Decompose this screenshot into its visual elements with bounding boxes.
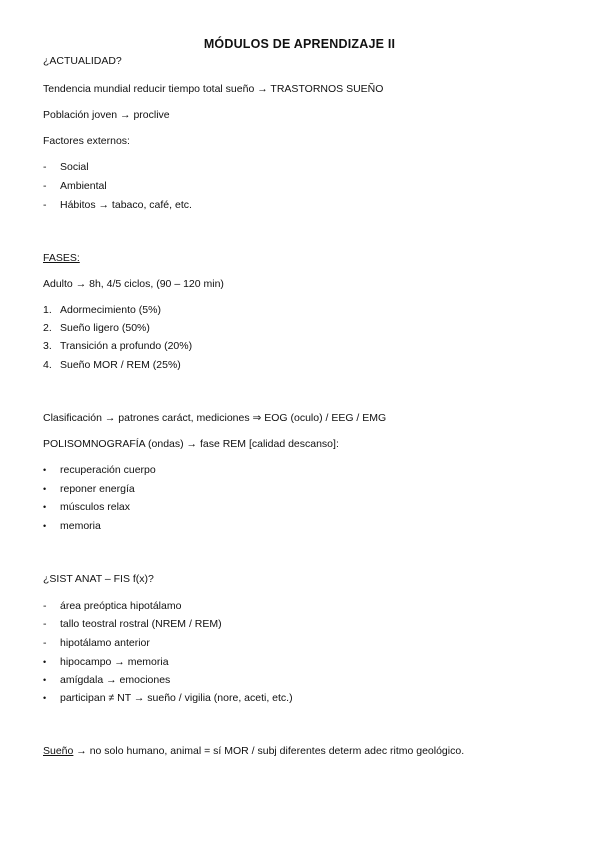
sistanat-text: hipocampo → memoria — [60, 656, 169, 668]
factores-heading: Factores externos: — [43, 135, 130, 147]
fase-text: Transición a profundo (20%) — [60, 340, 193, 352]
bullet-marker: • — [43, 465, 47, 475]
fase-text: Adormecimiento (5%) — [60, 304, 161, 316]
bullet-marker: • — [43, 484, 47, 494]
sueno-word: Sueño — [43, 745, 74, 757]
polisomnografia-line: POLISOMNOGRAFÍA (ondas) → fase REM [calidad descanso]: — [43, 438, 339, 450]
sueno-rest: → no solo humano, animal = sí MOR / subj diferentes determ adec ritmo geológico. — [73, 745, 465, 757]
sueno-line — [43, 745, 464, 758]
dash-marker: - — [43, 199, 47, 211]
page-title: MÓDULOS DE APRENDIZAJE II — [203, 37, 396, 51]
clasificacion-line: Clasificación → patrones caráct, mediciones ⇒ EOG (oculo) / EEG / EMG — [43, 412, 387, 424]
fase-text: Sueño ligero (50%) — [60, 322, 150, 334]
bullet-marker: • — [43, 657, 47, 667]
rem-text: recuperación cuerpo — [60, 464, 156, 476]
dash-marker: - — [43, 618, 47, 630]
rem-text: reponer energía — [60, 483, 135, 495]
number-marker: 3. — [43, 340, 52, 352]
factor-text: Hábitos → tabaco, café, etc. — [60, 199, 192, 211]
sistanat-heading: ¿SIST ANAT – FIS f(x)? — [43, 573, 154, 585]
number-marker: 2. — [43, 322, 52, 334]
fase-text: Sueño MOR / REM (25%) — [60, 359, 181, 371]
sistanat-text: tallo teostral rostral (NREM / REM) — [60, 618, 222, 630]
dash-marker: - — [43, 637, 47, 649]
fases-intro: Adulto → 8h, 4/5 ciclos, (90 – 120 min) — [43, 278, 224, 290]
dash-marker: - — [43, 600, 47, 612]
number-marker: 1. — [43, 304, 52, 316]
sistanat-text: hipotálamo anterior — [60, 637, 150, 649]
factor-text: Ambiental — [60, 180, 107, 192]
sistanat-text: amígdala → emociones — [60, 674, 171, 686]
dash-marker: - — [43, 161, 47, 173]
bullet-marker: • — [43, 502, 47, 512]
rem-text: memoria — [60, 520, 101, 532]
dash-marker: - — [43, 180, 47, 192]
bullet-marker: • — [43, 693, 47, 703]
actualidad-heading: ¿ACTUALIDAD? — [43, 55, 122, 67]
sistanat-text: área preóptica hipotálamo — [60, 600, 182, 612]
factor-text: Social — [60, 161, 89, 173]
bullet-marker: • — [43, 675, 47, 685]
bullet-marker: • — [43, 521, 47, 531]
actualidad-line: Tendencia mundial reducir tiempo total sueño → TRASTORNOS SUEÑO — [43, 83, 384, 95]
number-marker: 4. — [43, 359, 52, 371]
rem-text: músculos relax — [60, 501, 131, 513]
actualidad-line: Población joven → proclive — [43, 109, 170, 121]
fases-heading: FASES: — [43, 252, 80, 264]
sistanat-text: participan ≠ NT → sueño / vigilia (nore, aceti, etc.) — [60, 692, 293, 704]
